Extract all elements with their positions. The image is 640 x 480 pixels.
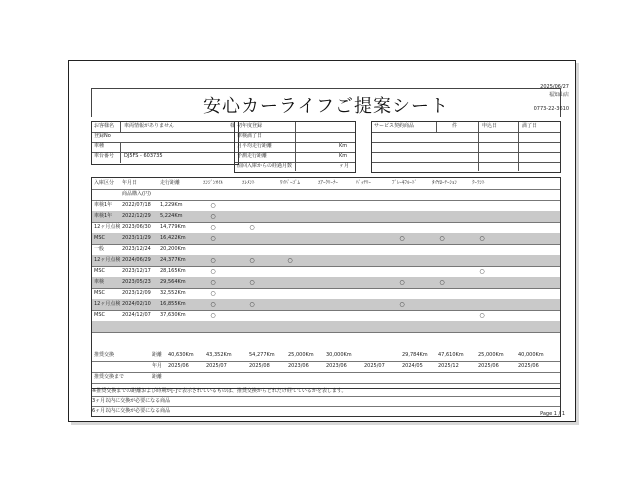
reg-label: 登録No [94,133,111,139]
history-header-4: ｴﾚﾒﾝﾄ [242,180,255,186]
history-header-9: ﾀｲﾔﾛｰﾃｰｼｮﾝ [432,180,458,186]
service-mark: ○ [439,235,445,242]
history-km: 32,552Km [160,290,186,296]
customer-name-value: 車両情報がありません [124,123,175,129]
service-mark: ○ [399,301,405,308]
chassis-row [92,152,238,163]
chassis-label: 車台番号 [94,153,115,159]
service-mark: ○ [249,301,255,308]
recommend-month-value: 2023/06 [326,363,347,369]
recommend-km-value: 40,000Km [518,352,544,358]
recommend-km-value: 43,352Km [206,352,232,358]
insp-label-2: 月平均走行距離 [237,143,273,149]
history-kind: MSC [94,312,105,318]
history-header-8: ﾌﾞﾚｰｷﾌﾙｰﾄﾞ [392,180,418,186]
recommend-km-sub: 距離 [152,352,163,358]
history-header-1: 年月日 [122,180,138,186]
history-header-5: ﾜｲﾊﾟｰｺﾞﾑ [280,180,301,186]
insp-label-3: 予測走行距離 [237,153,268,159]
service-mark: ○ [249,257,255,264]
recommend-month-value: 2025/07 [364,363,385,369]
recommend-month-value: 2025/07 [206,363,227,369]
history-kind: 一般 [94,246,105,252]
insp-label-4: 前回入庫からの経過月数 [237,163,293,169]
history-km: 24,377Km [160,257,186,263]
history-date: 2022/12/29 [122,213,151,219]
customer-box [91,121,239,165]
history-km: 20,200Km [160,246,186,252]
service-col-expire: 満了日 [522,123,538,129]
page-title: 安心カーライフご提案シート [203,96,449,117]
history-km: 1,229Km [160,202,183,208]
history-header-2: 走行距離 [160,180,181,186]
history-date: 2022/07/18 [122,202,151,208]
history-kind: 12ヶ月点検 [94,224,121,230]
history-kind: MSC [94,235,105,241]
page-number: Page 1 / 1 [540,411,565,417]
recommend-label: 推奨交換 [94,352,115,358]
service-mark: ○ [210,268,216,275]
history-kind: 車検 [94,279,105,285]
maintenance-history-table [91,177,561,389]
recommend-until-km: 距離 [152,374,163,380]
sheet-meta [534,83,569,113]
history-date: 2023/11/29 [122,235,151,241]
service-mark: ○ [210,224,216,231]
history-km: 16,422Km [160,235,186,241]
history-row [92,321,560,333]
service-mark: ○ [210,202,216,209]
recommend-month-value: 2025/06 [168,363,189,369]
history-date: 2023/05/23 [122,279,151,285]
recommend-month-value: 2025/06 [518,363,539,369]
history-date: 2023/12/17 [122,268,151,274]
service-mark: ○ [249,279,255,286]
recommend-until-row [92,372,560,384]
recommend-month-sub: 年月 [152,363,163,369]
recommend-month-value: 2024/05 [402,363,423,369]
insp-label-0: 初年度登録 [237,123,263,129]
history-date: 2024/06/29 [122,257,151,263]
service-mark: ○ [249,224,255,231]
footer-note: ※推奨交換までの距離および時期が[-]で表示されているものは、推奨交換からどれだけ経てているかを表します。 [92,386,560,397]
service-mark: ○ [287,257,293,264]
service-mark: ○ [210,257,216,264]
title-frame [91,88,561,117]
service-mark: ○ [399,235,405,242]
history-date: 2023/12/24 [122,246,151,252]
service-mark: ○ [479,235,485,242]
history-kind: MSC [94,290,105,296]
history-date: 2024/12/07 [122,312,151,318]
recommend-km-value: 54,277Km [249,352,275,358]
service-mark: ○ [210,290,216,297]
sheet-date: 2025/06/27 [540,84,569,90]
service-col-product: サービス契約商品 [374,123,415,129]
recommend-km-value: 30,000Km [326,352,352,358]
history-date: 2024/02/10 [122,301,151,307]
history-km: 37,630Km [160,312,186,318]
history-header-6: ｴｱｰｸﾘｰﾅｰ [318,180,339,186]
chassis-value: DJ5FS - 603735 [124,153,163,159]
history-header-3: ｴﾝｼﾞﾝｵｲﾙ [203,180,224,186]
insp-unit-4: ヶ月 [339,163,350,169]
insp-row-4 [235,162,355,171]
history-kind: 車検1年 [94,213,113,219]
history-kind: 12ヶ月点検 [94,301,121,307]
service-box [371,121,561,173]
service-mark: ○ [210,213,216,220]
service-mark: ○ [210,312,216,319]
insp-label-1: 車検満了日 [237,133,263,139]
service-mark: ○ [210,301,216,308]
shop-phone: 0773-22-3610 [533,106,569,112]
service-mark: ○ [479,268,485,275]
insp-unit-3: Km [339,153,348,159]
history-kind: 車検1年 [94,202,113,208]
history-header-7: ﾊﾞｯﾃﾘｰ [356,180,372,186]
history-kind: MSC [94,268,105,274]
customer-honorific: 様 [230,123,236,129]
history-kind: 12ヶ月点検 [94,257,121,263]
history-header-10: ｸｰﾗﾝﾄ [472,180,485,186]
recommend-km-value: 40,630Km [168,352,194,358]
insp-unit-2: Km [339,143,348,149]
service-mark: ○ [479,312,485,319]
history-date: 2023/12/09 [122,290,151,296]
service-col-apply: 申込日 [482,123,498,129]
recommend-month-value: 2025/08 [249,363,270,369]
footer-3month: 3ヶ月以内に交換が必要になる商品 [92,396,560,407]
service-mark: ○ [439,279,445,286]
history-km: 29,564Km [160,279,186,285]
service-mark: ○ [399,279,405,286]
history-subheader: 商品購入(円) [122,191,151,197]
history-km: 28,165Km [160,268,186,274]
history-km: 5,224Km [160,213,183,219]
history-km: 16,855Km [160,301,186,307]
recommend-until-label: 推奨交換まで [94,374,125,380]
history-km: 14,779Km [160,224,186,230]
service-col-count: 件 [452,123,458,129]
footer-6month: 6ヶ月以内に交換が必要になる商品 [92,408,171,414]
recommend-month-value: 2023/06 [288,363,309,369]
recommend-month-value: 2025/06 [478,363,499,369]
model-label: 車種 [94,143,105,149]
history-date: 2023/06/30 [122,224,151,230]
recommend-month-value: 2025/12 [438,363,459,369]
recommend-km-value: 25,000Km [288,352,314,358]
service-mark: ○ [210,279,216,286]
recommend-km-value: 25,000Km [478,352,504,358]
footer-notes [91,386,561,417]
shop-name: 福知山店 [548,92,569,98]
inspection-box [234,121,356,173]
history-header-0: 入庫区分 [94,180,115,186]
recommend-km-value: 29,784Km [402,352,428,358]
service-mark: ○ [210,235,216,242]
customer-name-label: お客様名 [94,123,115,129]
proposal-sheet [68,60,576,422]
recommend-km-value: 47,610Km [438,352,464,358]
